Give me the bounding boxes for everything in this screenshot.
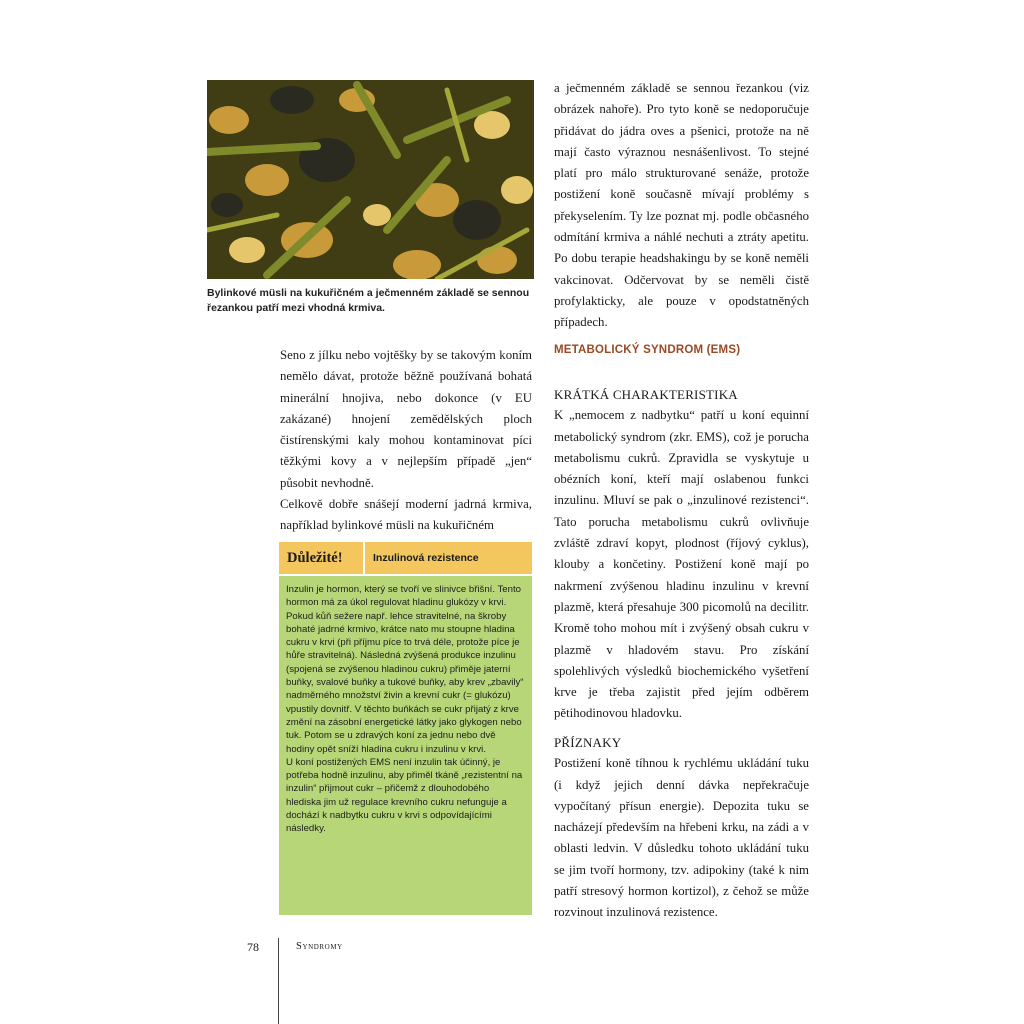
right-intro-paragraph: a ječmenném základě se sennou řezankou (viz obrázek nahoře). Pro tyto koně se nedoporučuje přidávat do jádra oves a pšenici, protože na ně mají často výraznou nesnášenlivost. To stejné platí pro málo strukturované senáže, protože postižení koně současně mívají problémy s překyselením. Ty lze poznat mj. podle občasného odmítání krmiva a náhlé nechuti a ztráty apetitu. Po dobu terapie headshakingu by se koně neměli vakcinovat. Odčervovat by se neměli čistě profylakticky, ale pouze v opodstatněných případech. [554, 81, 809, 330]
important-box-paragraph-1: Inzulin je hormon, který se tvoří ve slinivce břišní. Tento hormon má za úkol regulovat hladinu glukózy v krvi. Pokud kůň sežere např. lehce stravitelné, na škroby bohaté jadrné krmivo, krátce nato mu stoupne hladina cukru v krvi (při příjmu píce to trvá déle, protože píce je hůře stravitelná). Následná zvýšená produkce inzulinu (spojená se zvýšenou hladinou cukru) přiměje jaterní buňky, svalové buňky a tukové buňky, aby krev „zbavily“ nadměrného množství živin a krevní cukr (= glukózu) vpustily dovnitř. V těchto buňkách se cukr přijatý z krve změní na zásobní energetické látky jako glykogen nebo tuk. Potom se u zdravých koní za jednu nebo dvě hodiny opět sníží hladina cukru i inzulinu v krvi. [286, 584, 524, 755]
footer-divider [278, 938, 279, 1024]
subsection-text-symptoms: Postižení koně tíhnou k rychlému ukládání tuku (i když jejich denní dávka nepřekračuje vypočítaný přísun energie). Depozita tuku se nacházejí především na hřebeni krku, na zádi a v oblasti ledvin. V důsledku tohoto ukládání tuku se jim tvoří hormony, tzv. adipokiny (také k nim patří stresový hormon kortizol), z čehož se může rozvinout inzulinová rezistence. [554, 756, 809, 920]
important-box-title: Důležité! [287, 549, 343, 566]
left-paragraph-1: Seno z jílku nebo vojtěšky by se takovým koním nemělo dávat, protože běžně používaná bohatá minerální hnojiva, nebo dokonce (v EU zakázané) hnojení zemědělských ploch čistírenskými kaly mohou kontaminovat píci těžkými kovy a v nejlepším případě „jen“ působit nevhodně. [280, 348, 532, 490]
subsection-heading-symptoms: PŘÍZNAKY [554, 735, 622, 750]
important-box-body [279, 576, 532, 836]
subsection-heading-characteristics: KRÁTKÁ CHARAKTERISTIKA [554, 387, 738, 402]
muesli-photo-image [207, 80, 534, 279]
muesli-photo [207, 80, 534, 279]
left-column [280, 345, 532, 537]
running-title: Syndromy [296, 941, 343, 952]
section-heading-ems: METABOLICKÝ SYNDROM (EMS) [554, 344, 741, 356]
subsection-symptoms [554, 732, 809, 924]
page-number: 78 [247, 940, 259, 954]
important-box [279, 542, 532, 915]
subsection-characteristics [554, 384, 809, 725]
left-paragraph-2: Celkově dobře snášejí moderní jadrná krmiva, například bylinkové müsli na kukuřičném [280, 497, 532, 533]
important-box-topic: Inzulinová rezistence [373, 552, 479, 564]
right-column-intro [554, 78, 809, 334]
important-box-header [279, 542, 532, 576]
subsection-text-characteristics: K „nemocem z nadbytku“ patří u koní equinní metabolický syndrom (zkr. EMS), což je porucha metabolismu cukrů. Zpravidla se vyskytuje u obézních koní, kteří mají oslabenou funkci inzulinu. Mluví se pak o „inzulinové rezistenci“. Tato porucha metabolismu cukrů ovlivňuje zvláště zdraví kopyt, plodnost (říjový cyklus), klouby a končetiny. Postižení koně mají po nakrmení zvýšenou hladinu inzulinu v krevní plazmě, která přesahuje 300 picomolů na decilitr. Kromě toho mohou mít i zvýšený obsah cukru v plazmě v hladovém stavu. Pro získání spolehlivých výsledků biochemického vyšetření krve je třeba zajistit před jejím odběrem pětihodinovou hladovku. [554, 408, 809, 721]
photo-caption: Bylinkové müsli na kukuřičném a ječmenném základě se sennou řezankou patří mezi vhodná krmiva. [207, 287, 530, 314]
important-box-paragraph-2: U koní postižených EMS není inzulin tak účinný, je potřeba hodně inzulinu, aby přiměl tkáně „rezistentní na inzulin“ přijmout cukr – přičemž z dlouhodobého hlediska jim už regulace krevního cukru nefunguje a dochází k nadbytku cukru v krvi s odpovídajícími následky. [286, 756, 523, 835]
